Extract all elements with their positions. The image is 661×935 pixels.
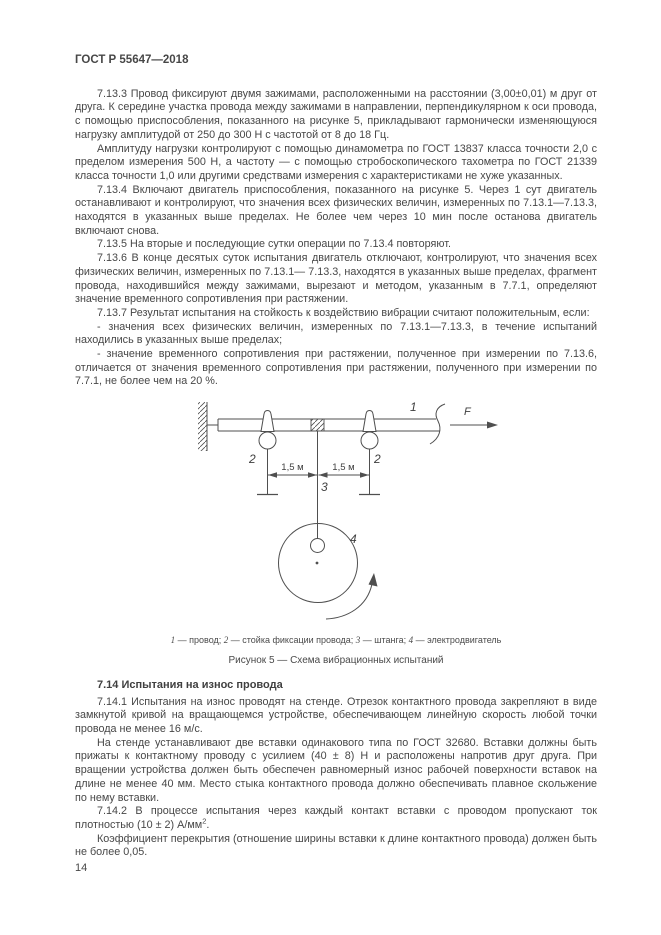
legend-text-1: — провод; (175, 634, 224, 645)
motor-center-dot (316, 562, 319, 565)
legend-num-1: 1 (170, 634, 176, 645)
wall-hatch (198, 402, 207, 451)
figure-5-diagram (185, 397, 515, 629)
legend-num-2: 2 (223, 634, 229, 645)
paragraph-7-13-3: 7.13.3 Провод фиксируют двумя зажимами, расположенными на расстоянии (3,00±0,01) м друг от друга. К середине участка провода между зажимами в направлении, перпендикулярном к оси провода, с помощью приспособления, показанного на рисунке 5, прикладывают гармонически изменяющуюся нагрузку амплитудой от 250 до 300 Н с частотой от 8 до 18 Гц. (75, 87, 597, 141)
dimension-left (268, 472, 317, 477)
paragraph-7-13-7: 7.13.7 Результат испытания на стойкость к воздействию вибрации считают положительным, если: (97, 306, 590, 319)
figure-caption: Рисунок 5 — Схема вибрационных испытаний (228, 654, 444, 666)
paragraph-amplitude: Амплитуду нагрузки контролируют с помощью динамометра по ГОСТ 13837 класса точности 2,0 с пределом измерения 500 Н, а частоту — с помощью стробоскопического тахометра по ГОСТ 21339 класса точности 1,0 или другими средствами измерения с характеристиками не хуже указанных. (75, 142, 597, 182)
list-item-strength: - значение временного сопротивления при растяжении, полученное при измерении по 7.13.6, отличается от значения временного сопротивления при растяжении, полученного при измерении по 7.7.1, не более чем на 20 %. (75, 348, 597, 388)
label-motor: 4 (350, 532, 357, 547)
wire-clamped-segment (311, 419, 324, 431)
label-dim-left: 1,5 м (281, 462, 304, 474)
paragraph-7-13-5: 7.13.5 На вторые и последующие сутки операции по 7.13.4 повторяют. (97, 238, 451, 251)
wire-bar (218, 419, 437, 431)
label-clamp-right: 2 (374, 452, 381, 467)
legend-num-3: 3 (355, 634, 361, 645)
paragraph-7-14-2 (75, 805, 597, 832)
page-number: 14 (75, 862, 88, 875)
dimension-right (319, 472, 370, 477)
legend-text-3: — штанга; (360, 634, 409, 645)
doc-number: ГОСТ Р 55647—2018 (75, 54, 189, 66)
paragraph-7-13-4: 7.13.4 Включают двигатель приспособления, показанного на рисунке 5. Через 1 сут двигатель останавливают и контролируют, что значения всех физических величин, измеренных по 7.13.1—7.13.3, находятся в указанных выше пределах. Не более чем через 10 мин после останова двигатель включают снова. (75, 183, 597, 237)
paragraph-7-14-2-sup: 2 (202, 816, 207, 826)
paragraph-overlap-coefficient: Коэффициент перекрытия (отношение ширины вставки к длине контактного провода) должен быть не более 0,05. (75, 832, 597, 859)
label-clamp-left: 2 (249, 452, 256, 467)
rod-joint-circle (311, 539, 325, 553)
figure-legend (75, 635, 597, 646)
force-arrow (450, 422, 498, 429)
legend-text-2: — стойка фиксации провода; (228, 634, 356, 645)
paragraph-7-14-1: 7.14.1 Испытания на износ проводят на стенде. Отрезок контактного провода закрепляют в виде замкнутой кривой на вращающемся устройстве, обеспечивающем линейную скорость любой точки провода не менее 16 м/с. (75, 695, 597, 735)
paragraph-7-14-2-text: 7.14.2 В процессе испытания через каждый контакт вставки с проводом пропускают ток плотностью (10 ± 2) А/мм (75, 805, 597, 831)
label-wire: 1 (410, 400, 417, 415)
legend-num-4: 4 (408, 634, 414, 645)
paragraph-7-13-6: 7.13.6 В конце десятых суток испытания двигатель отключают, контролируют, что значения всех физических величин, измеренных по 7.13.1— 7.13.3, находятся в указанных выше пределах, фрагмент провода, находившийся между зажимами, вырезают и методом, указанным в 7.7.1, определяют значение временного сопротивления при растяжении. (75, 252, 597, 306)
label-dim-right: 1,5 м (332, 462, 355, 474)
section-heading-7-14: 7.14 Испытания на износ провода (97, 678, 283, 691)
paragraph-7-14-2-tail: . (206, 818, 210, 831)
legend-text-4: — электродвигатель (413, 634, 502, 645)
label-rod: 3 (321, 480, 328, 495)
paragraph-stand-inserts: На стенде устанавливают две вставки одинакового типа по ГОСТ 32680. Вставки должны быть прижаты к контактному проводу с усилием (40 ± 8) Н и расположены напротив друг друга. При вращении устройства должен быть обеспечен равномерный износ рабочей поверхности вставок на длине не менее 40 мм. Место стыка контактного провода должно обеспечивать плавное скольжение по нему вставки. (75, 736, 597, 804)
label-force: F (464, 406, 471, 419)
figure-5 (185, 397, 515, 634)
list-item-values: - значения всех физических величин, измеренных по 7.13.1—7.13.3, в течение испытаний находились в указанных выше пределах; (75, 320, 597, 347)
